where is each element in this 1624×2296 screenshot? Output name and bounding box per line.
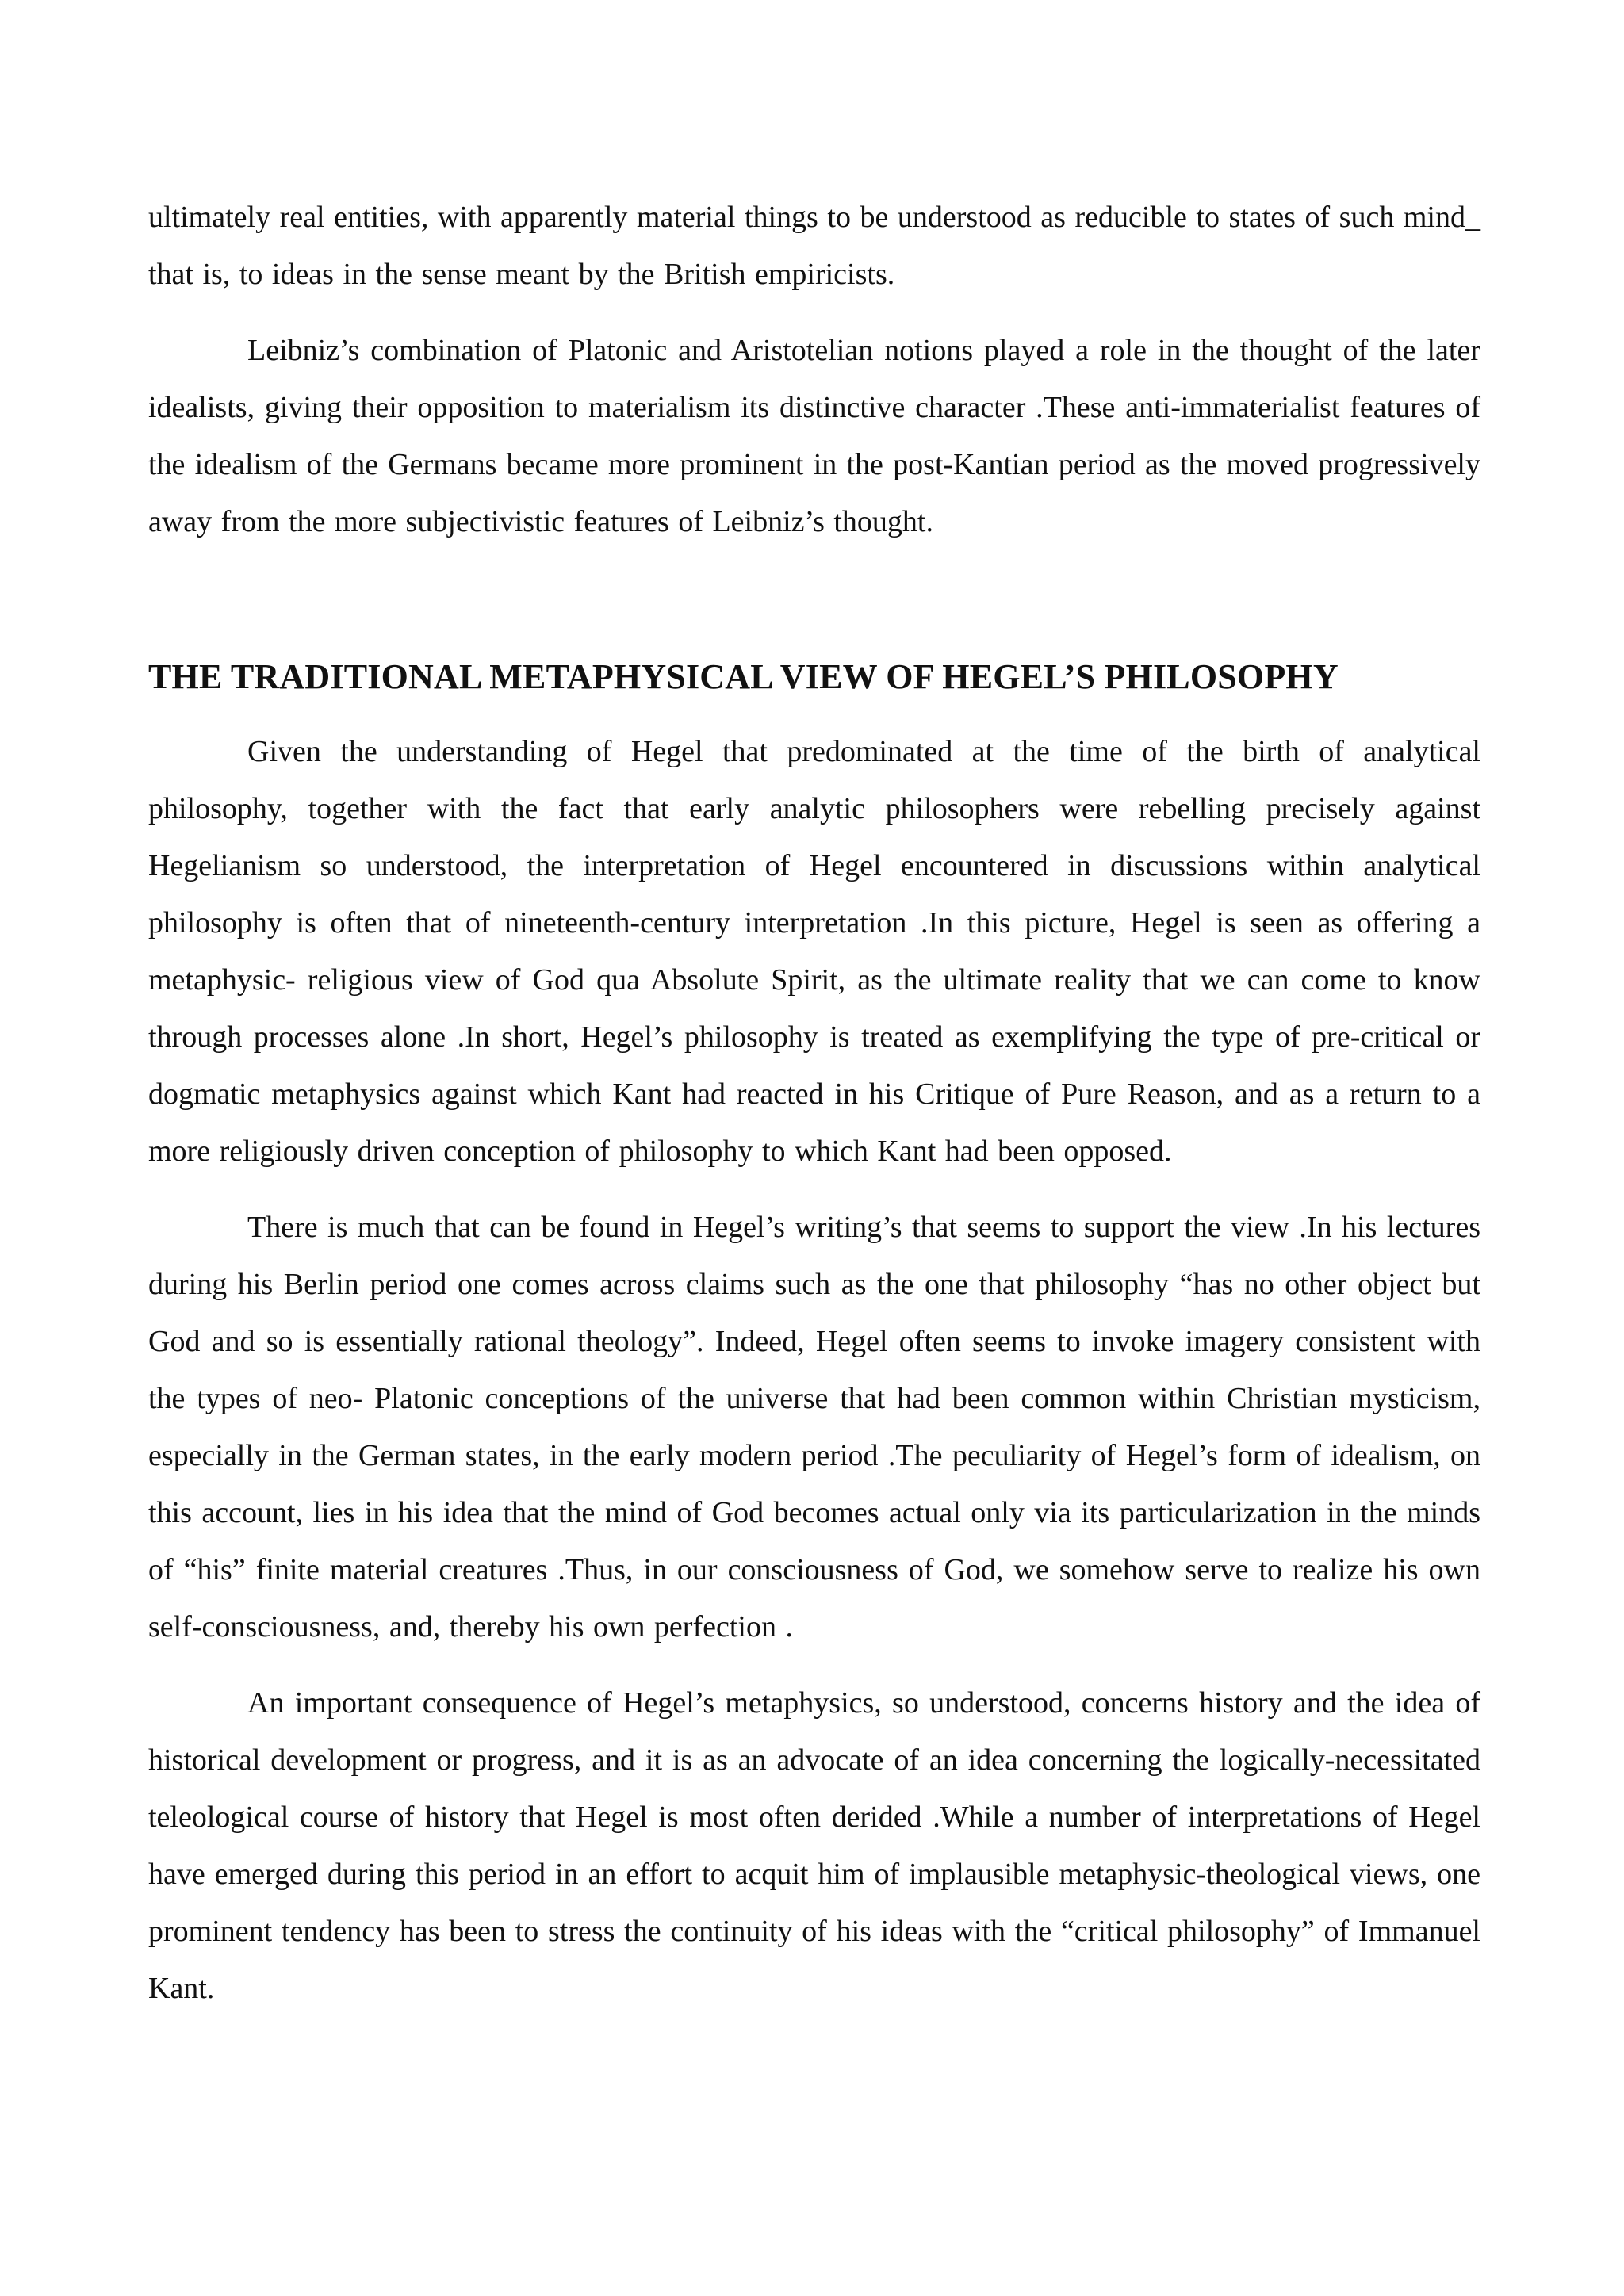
paragraph-important-consequence: An important consequence of Hegel’s metaphysics, so understood, concerns history and the idea of historical development or progress, and it is as an advocate of an idea concerning the logically-necessitated teleological course of history that Hegel is most often derided .While a number of interpretations of Hegel have emerged during this period in an effort to acquit him of implausible metaphysic-theological views, one prominent tendency has been to stress the continuity of his ideas with the “critical philosophy” of Immanuel Kant.: [148, 1686, 1480, 2005]
paragraph-leibniz: Leibniz’s combination of Platonic and Aristotelian notions played a role in the thought of the later idealists, giving their opposition to materialism its distinctive character .These anti-immaterialist features of the idealism of the Germans became more prominent in the post-Kantian period as the moved progressively away from the more subjectivistic features of Leibniz’s thought.: [148, 334, 1480, 538]
document-body: [148, 189, 1480, 2017]
section-heading: THE TRADITIONAL METAPHYSICAL VIEW OF HEGEL’S PHILOSOPHY: [148, 657, 1339, 696]
paragraph-there-is-much: There is much that can be found in Hegel’s writing’s that seems to support the view .In his lectures during his Berlin period one comes across claims such as the one that philosophy “has no other object but God and so is essentially rational theology”. Indeed, Hegel often seems to invoke imagery consistent with the types of neo- Platonic conceptions of the universe that had been common within Christian mysticism, especially in the German states, in the early modern period .The peculiarity of Hegel’s form of idealism, on this account, lies in his idea that the mind of God becomes actual only via its particularization in the minds of “his” finite material creatures .Thus, in our consciousness of God, we somehow serve to realize his own self-consciousness, and, thereby his own perfection .: [148, 1211, 1480, 1644]
paragraph-continuation: ultimately real entities, with apparently material things to be understood as reducible to states of such mind_ that is, to ideas in the sense meant by the British empiricists.: [148, 201, 1480, 291]
paragraph-given-understanding: Given the understanding of Hegel that predominated at the time of the birth of analytical philosophy, together with the fact that early analytic philosophers were rebelling precisely against Hegelianism so understood, the interpretation of Hegel encountered in discussions within analytical philosophy is often that of nineteenth-century interpretation .In this picture, Hegel is seen as offering a metaphysic- religious view of God qua Absolute Spirit, as the ultimate reality that we can come to know through processes alone .In short, Hegel’s philosophy is treated as exemplifying the type of pre-critical or dogmatic metaphysics against which Kant had reacted in his Critique of Pure Reason, and as a return to a more religiously driven conception of philosophy to which Kant had been opposed.: [148, 735, 1480, 1168]
